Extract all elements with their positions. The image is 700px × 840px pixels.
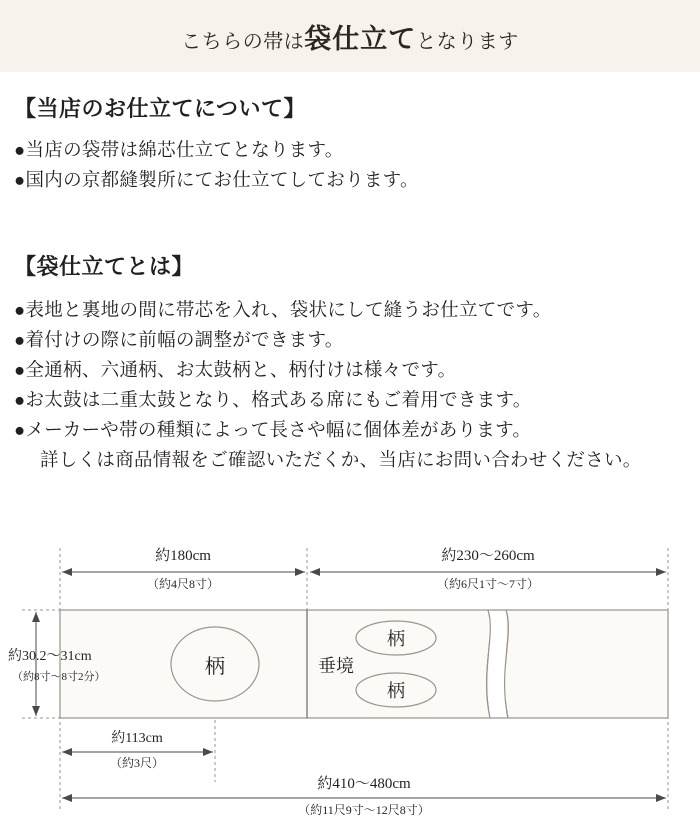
pattern-circle-label: 柄 [205, 656, 225, 678]
dim-height-sub: （約8寸〜8寸2分） [12, 671, 106, 683]
section-what-is-fukuro [14, 250, 686, 477]
dim-top-right-sub: （約6尺1寸〜7寸） [436, 577, 540, 591]
section2-note: 詳しくは商品情報をご確認いただくか、当店にお問い合わせください。 [40, 450, 642, 471]
pattern-oval-top-label: 柄 [387, 629, 405, 649]
section2-heading: 【袋仕立てとは】 [14, 254, 195, 279]
list-item: ●表地と裏地の間に帯芯を入れ、袋状にして縫うお仕立てです。 [14, 301, 552, 321]
section1-lines [14, 137, 686, 197]
dim-height-main: 約30.2〜31cm [8, 649, 92, 664]
dim-top-right-main: 約230〜260cm [441, 548, 535, 564]
dim-bottom-left-sub: （約3尺） [109, 756, 165, 770]
dim-total-main: 約410〜480cm [317, 776, 411, 792]
obi-dimensions-diagram [0, 530, 700, 830]
pattern-oval-bottom-label: 柄 [387, 681, 405, 701]
list-item: ●お太鼓は二重太鼓となり、格式ある席にもご着用できます。 [14, 390, 532, 411]
section-about-tailoring [14, 92, 686, 197]
dim-bottom-left-main: 約113cm [111, 731, 163, 746]
list-item: ●国内の京都縫製所にてお仕立てしております。 [14, 170, 419, 191]
dimension-total [62, 794, 666, 802]
dimension-top-left [62, 568, 305, 576]
list-item: ●メーカーや帯の種類によって長さや幅に個体差があります。 [14, 420, 532, 441]
header-band [0, 0, 700, 72]
header-suffix: となります [416, 30, 519, 53]
header-prefix: こちらの帯は [181, 30, 305, 53]
dim-total-sub: （約11尺9寸〜12尺8寸） [298, 803, 430, 817]
section2-lines [14, 297, 686, 477]
dimension-height [32, 612, 40, 716]
list-item: ●着付けの際に前幅の調整ができます。 [14, 330, 344, 351]
tare-border-label: 垂境 [318, 656, 354, 676]
page-title [181, 17, 519, 56]
dim-top-left-sub: （約4尺8寸） [146, 577, 220, 591]
list-item: ●当店の袋帯は綿芯仕立てとなります。 [14, 141, 344, 161]
dim-top-left-main: 約180cm [155, 548, 211, 564]
header-emphasis: 袋仕立て [304, 23, 417, 54]
dimension-bottom-left [62, 748, 213, 756]
dimension-top-right [310, 568, 666, 576]
section1-heading: 【当店のお仕立てについて】 [14, 96, 307, 121]
list-item: ●全通柄、六通柄、お太鼓柄と、柄付けは様々です。 [14, 360, 457, 381]
obi-fabric-body [60, 610, 668, 718]
